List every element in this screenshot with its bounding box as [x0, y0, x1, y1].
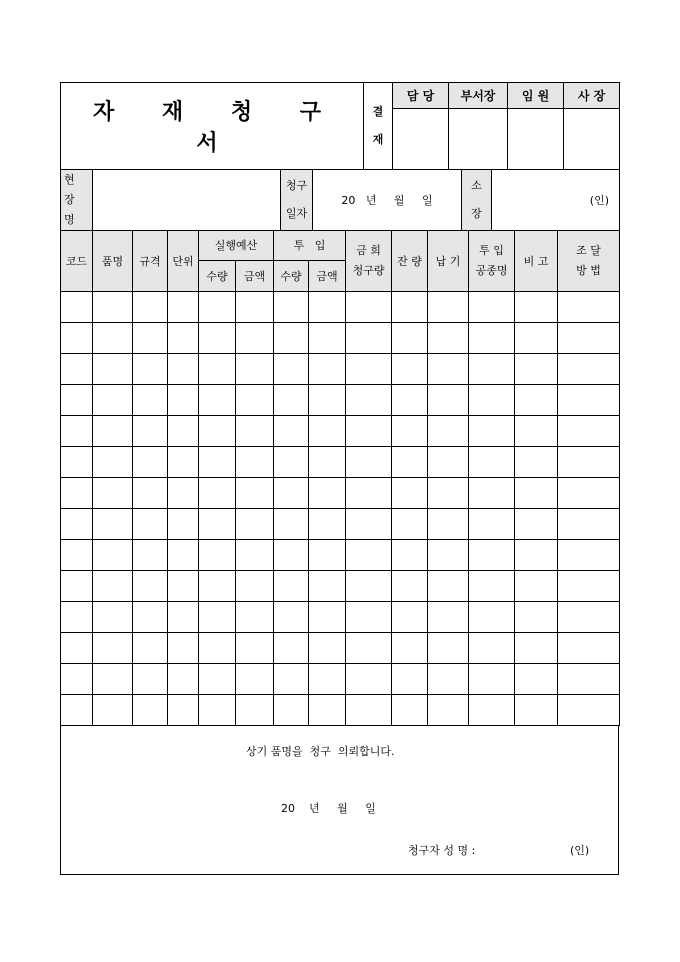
table-row — [61, 571, 620, 602]
table-cell[interactable] — [168, 354, 199, 385]
table-cell[interactable] — [61, 447, 93, 478]
col-input-qty: 수량 — [274, 261, 309, 292]
table-cell[interactable] — [558, 478, 620, 509]
table-cell[interactable] — [199, 695, 236, 726]
table-cell[interactable] — [428, 354, 469, 385]
table-cell[interactable] — [93, 540, 133, 571]
table-cell[interactable] — [61, 540, 93, 571]
table-row — [61, 540, 620, 571]
table-cell[interactable] — [168, 385, 199, 416]
table-cell[interactable] — [558, 354, 620, 385]
table-cell[interactable] — [309, 478, 346, 509]
table-cell[interactable] — [346, 323, 392, 354]
table-cell[interactable] — [469, 323, 515, 354]
table-cell[interactable] — [274, 323, 309, 354]
table-cell[interactable] — [392, 416, 428, 447]
col-request-qty: 금 희 청구량 — [346, 231, 392, 292]
table-cell[interactable] — [274, 695, 309, 726]
table-cell[interactable] — [199, 385, 236, 416]
table-cell[interactable] — [133, 385, 168, 416]
table-cell[interactable] — [168, 323, 199, 354]
table-cell[interactable] — [346, 540, 392, 571]
request-date-field[interactable]: 20 년 월 일 — [313, 170, 462, 231]
table-cell[interactable] — [515, 509, 558, 540]
table-cell[interactable] — [61, 385, 93, 416]
table-cell[interactable] — [392, 695, 428, 726]
table-row — [61, 633, 620, 664]
table-cell[interactable] — [392, 633, 428, 664]
table-cell[interactable] — [61, 695, 93, 726]
table-cell[interactable] — [199, 633, 236, 664]
table-row — [61, 292, 620, 323]
table-cell[interactable] — [309, 416, 346, 447]
table-cell[interactable] — [346, 447, 392, 478]
form-title: 자 재 청 구 서 — [61, 83, 364, 170]
table-row — [61, 509, 620, 540]
table-cell[interactable] — [309, 633, 346, 664]
table-cell[interactable] — [469, 385, 515, 416]
table-row — [61, 447, 620, 478]
table-cell[interactable] — [93, 664, 133, 695]
table-cell[interactable] — [469, 354, 515, 385]
request-date-label: 청구 일자 — [281, 170, 313, 231]
table-cell[interactable] — [346, 695, 392, 726]
table-cell[interactable] — [428, 416, 469, 447]
table-cell[interactable] — [309, 447, 346, 478]
table-cell[interactable] — [469, 571, 515, 602]
approval-col-president: 사 장 — [564, 83, 620, 109]
table-cell[interactable] — [392, 354, 428, 385]
col-budget-qty: 수량 — [199, 261, 236, 292]
table-cell[interactable] — [392, 540, 428, 571]
table-cell[interactable] — [133, 602, 168, 633]
table-cell[interactable] — [558, 540, 620, 571]
table-cell[interactable] — [274, 416, 309, 447]
table-row — [61, 695, 620, 726]
table-cell[interactable] — [309, 509, 346, 540]
table-cell[interactable] — [309, 664, 346, 695]
table-cell[interactable] — [428, 478, 469, 509]
table-cell[interactable] — [392, 664, 428, 695]
approval-box-dept-head[interactable] — [449, 109, 508, 170]
table-cell[interactable] — [133, 416, 168, 447]
table-cell[interactable] — [428, 695, 469, 726]
table-cell[interactable] — [168, 571, 199, 602]
table-cell[interactable] — [515, 478, 558, 509]
table-cell[interactable] — [558, 385, 620, 416]
table-cell[interactable] — [392, 323, 428, 354]
table-cell[interactable] — [61, 509, 93, 540]
table-cell[interactable] — [133, 509, 168, 540]
table-cell[interactable] — [309, 323, 346, 354]
approval-box-staff[interactable] — [393, 109, 449, 170]
table-cell[interactable] — [469, 478, 515, 509]
table-cell[interactable] — [346, 509, 392, 540]
col-budget: 실행예산 — [199, 231, 274, 261]
table-cell[interactable] — [199, 354, 236, 385]
table-cell[interactable] — [515, 416, 558, 447]
table-cell[interactable] — [469, 540, 515, 571]
table-cell[interactable] — [61, 633, 93, 664]
col-input-amount: 금액 — [309, 261, 346, 292]
table-cell[interactable] — [236, 354, 274, 385]
table-cell[interactable] — [236, 323, 274, 354]
table-cell[interactable] — [199, 664, 236, 695]
table-cell[interactable] — [346, 571, 392, 602]
table-cell[interactable] — [133, 664, 168, 695]
table-cell[interactable] — [93, 416, 133, 447]
table-row — [61, 664, 620, 695]
table-cell[interactable] — [558, 664, 620, 695]
footer — [60, 726, 619, 875]
table-cell[interactable] — [309, 571, 346, 602]
requester-seal: (인) — [570, 844, 590, 857]
col-procurement: 조 달 방 법 — [558, 231, 620, 292]
table-cell[interactable] — [133, 571, 168, 602]
table-cell[interactable] — [428, 633, 469, 664]
table-cell[interactable] — [199, 602, 236, 633]
table-cell[interactable] — [133, 633, 168, 664]
table-cell[interactable] — [428, 664, 469, 695]
table-row — [61, 478, 620, 509]
approval-box-president[interactable] — [564, 109, 620, 170]
table-cell[interactable] — [515, 354, 558, 385]
table-cell[interactable] — [61, 354, 93, 385]
table-cell[interactable] — [346, 602, 392, 633]
table-cell[interactable] — [428, 602, 469, 633]
table-cell[interactable] — [93, 447, 133, 478]
table-cell[interactable] — [469, 633, 515, 664]
info-table — [60, 169, 620, 231]
table-cell[interactable] — [392, 571, 428, 602]
table-cell[interactable] — [469, 602, 515, 633]
table-cell[interactable] — [274, 354, 309, 385]
manager-label: 소 장 — [462, 170, 492, 231]
table-row — [61, 602, 620, 633]
table-cell[interactable] — [558, 447, 620, 478]
table-cell[interactable] — [428, 385, 469, 416]
table-cell[interactable] — [133, 447, 168, 478]
table-cell[interactable] — [168, 695, 199, 726]
table-cell[interactable] — [168, 540, 199, 571]
table-cell[interactable] — [558, 602, 620, 633]
table-row — [61, 354, 620, 385]
item-rows — [61, 292, 620, 726]
table-cell[interactable] — [428, 323, 469, 354]
request-statement: 상기 품명을 청구 의뢰합니다. — [246, 745, 395, 758]
table-cell[interactable] — [274, 509, 309, 540]
table-cell[interactable] — [168, 447, 199, 478]
table-cell[interactable] — [515, 447, 558, 478]
table-cell[interactable] — [236, 633, 274, 664]
table-cell[interactable] — [236, 602, 274, 633]
table-cell[interactable] — [392, 509, 428, 540]
table-cell[interactable] — [93, 354, 133, 385]
table-cell[interactable] — [558, 695, 620, 726]
table-cell[interactable] — [309, 540, 346, 571]
table-cell[interactable] — [274, 633, 309, 664]
table-cell[interactable] — [93, 695, 133, 726]
table-cell[interactable] — [133, 292, 168, 323]
table-cell[interactable] — [61, 292, 93, 323]
table-cell[interactable] — [309, 695, 346, 726]
table-cell[interactable] — [469, 447, 515, 478]
table-cell[interactable] — [133, 695, 168, 726]
table-cell[interactable] — [346, 292, 392, 323]
table-cell[interactable] — [199, 571, 236, 602]
table-cell[interactable] — [274, 292, 309, 323]
table-cell[interactable] — [199, 478, 236, 509]
table-cell[interactable] — [309, 385, 346, 416]
table-cell[interactable] — [168, 633, 199, 664]
table-cell[interactable] — [515, 323, 558, 354]
table-cell[interactable] — [346, 664, 392, 695]
table-cell[interactable] — [309, 354, 346, 385]
table-cell[interactable] — [133, 540, 168, 571]
table-cell[interactable] — [428, 509, 469, 540]
table-cell[interactable] — [274, 478, 309, 509]
table-cell[interactable] — [428, 292, 469, 323]
table-cell[interactable] — [392, 385, 428, 416]
table-cell[interactable] — [515, 664, 558, 695]
table-cell[interactable] — [428, 447, 469, 478]
table-cell[interactable] — [346, 416, 392, 447]
table-cell[interactable] — [236, 571, 274, 602]
table-cell[interactable] — [133, 323, 168, 354]
table-row — [61, 323, 620, 354]
table-cell[interactable] — [168, 478, 199, 509]
site-name-field[interactable] — [93, 170, 281, 231]
table-cell[interactable] — [93, 509, 133, 540]
table-cell[interactable] — [392, 447, 428, 478]
table-cell[interactable] — [93, 571, 133, 602]
col-spec: 규격 — [133, 231, 168, 292]
col-delivery: 납 기 — [428, 231, 469, 292]
table-cell[interactable] — [236, 540, 274, 571]
table-cell[interactable] — [199, 323, 236, 354]
table-cell[interactable] — [199, 447, 236, 478]
table-cell[interactable] — [61, 664, 93, 695]
table-cell[interactable] — [346, 354, 392, 385]
table-cell[interactable] — [515, 292, 558, 323]
table-cell[interactable] — [309, 292, 346, 323]
table-cell[interactable] — [168, 416, 199, 447]
table-cell[interactable] — [515, 571, 558, 602]
table-cell[interactable] — [392, 292, 428, 323]
approval-col-executive: 임 원 — [508, 83, 564, 109]
manager-field[interactable] — [492, 170, 620, 231]
manager-seal: (인) — [589, 194, 609, 207]
table-cell[interactable] — [168, 292, 199, 323]
table-cell[interactable] — [515, 695, 558, 726]
request-form — [60, 82, 619, 875]
approval-col-staff: 담 당 — [393, 83, 449, 109]
table-cell[interactable] — [133, 478, 168, 509]
table-cell[interactable] — [236, 292, 274, 323]
table-cell[interactable] — [469, 292, 515, 323]
approval-label: 결 재 — [364, 83, 393, 170]
table-cell[interactable] — [428, 540, 469, 571]
table-cell[interactable] — [61, 478, 93, 509]
table-cell[interactable] — [236, 695, 274, 726]
col-process: 투 입 공종명 — [469, 231, 515, 292]
table-cell[interactable] — [168, 602, 199, 633]
table-cell[interactable] — [93, 633, 133, 664]
table-cell[interactable] — [274, 664, 309, 695]
footer-date[interactable]: 20 년 월 일 — [281, 802, 376, 815]
table-cell[interactable] — [236, 478, 274, 509]
table-cell[interactable] — [515, 602, 558, 633]
table-row — [61, 385, 620, 416]
table-cell[interactable] — [428, 571, 469, 602]
table-cell[interactable] — [346, 633, 392, 664]
table-cell[interactable] — [93, 292, 133, 323]
col-budget-amount: 금액 — [236, 261, 274, 292]
col-unit: 단위 — [168, 231, 199, 292]
table-cell[interactable] — [236, 447, 274, 478]
table-cell[interactable] — [309, 602, 346, 633]
table-cell[interactable] — [558, 633, 620, 664]
table-cell[interactable] — [274, 571, 309, 602]
table-cell[interactable] — [93, 602, 133, 633]
table-cell[interactable] — [515, 385, 558, 416]
table-cell[interactable] — [199, 292, 236, 323]
table-cell[interactable] — [469, 509, 515, 540]
table-cell[interactable] — [346, 478, 392, 509]
table-cell[interactable] — [274, 602, 309, 633]
table-cell[interactable] — [93, 323, 133, 354]
table-cell[interactable] — [558, 416, 620, 447]
table-cell[interactable] — [61, 323, 93, 354]
table-cell[interactable] — [558, 571, 620, 602]
col-code: 코드 — [61, 231, 93, 292]
col-input: 투 입 — [274, 231, 346, 261]
table-cell[interactable] — [93, 478, 133, 509]
col-item-name: 품명 — [93, 231, 133, 292]
table-cell[interactable] — [93, 385, 133, 416]
items-table — [60, 230, 620, 726]
table-cell[interactable] — [346, 385, 392, 416]
table-cell[interactable] — [199, 509, 236, 540]
table-cell[interactable] — [515, 540, 558, 571]
table-cell[interactable] — [236, 664, 274, 695]
approval-box-executive[interactable] — [508, 109, 564, 170]
table-cell[interactable] — [168, 509, 199, 540]
table-cell[interactable] — [274, 385, 309, 416]
table-row — [61, 416, 620, 447]
table-cell[interactable] — [274, 447, 309, 478]
table-cell[interactable] — [558, 509, 620, 540]
table-cell[interactable] — [236, 416, 274, 447]
table-cell[interactable] — [199, 540, 236, 571]
table-cell[interactable] — [61, 571, 93, 602]
table-cell[interactable] — [199, 416, 236, 447]
col-remaining: 잔 량 — [392, 231, 428, 292]
table-cell[interactable] — [168, 664, 199, 695]
table-cell[interactable] — [392, 478, 428, 509]
table-cell[interactable] — [558, 292, 620, 323]
requester-label: 청구자 성 명 : — [408, 844, 476, 857]
site-name-label: 현 장 명 — [61, 170, 93, 231]
table-cell[interactable] — [392, 602, 428, 633]
table-cell[interactable] — [236, 509, 274, 540]
table-cell[interactable] — [469, 416, 515, 447]
table-cell[interactable] — [558, 323, 620, 354]
approval-col-dept-head: 부서장 — [449, 83, 508, 109]
header-table — [60, 82, 620, 170]
table-cell[interactable] — [61, 416, 93, 447]
col-remarks: 비 고 — [515, 231, 558, 292]
table-cell[interactable] — [469, 695, 515, 726]
table-cell[interactable] — [236, 385, 274, 416]
table-cell[interactable] — [469, 664, 515, 695]
table-cell[interactable] — [133, 354, 168, 385]
table-cell[interactable] — [274, 540, 309, 571]
table-cell[interactable] — [515, 633, 558, 664]
table-cell[interactable] — [61, 602, 93, 633]
